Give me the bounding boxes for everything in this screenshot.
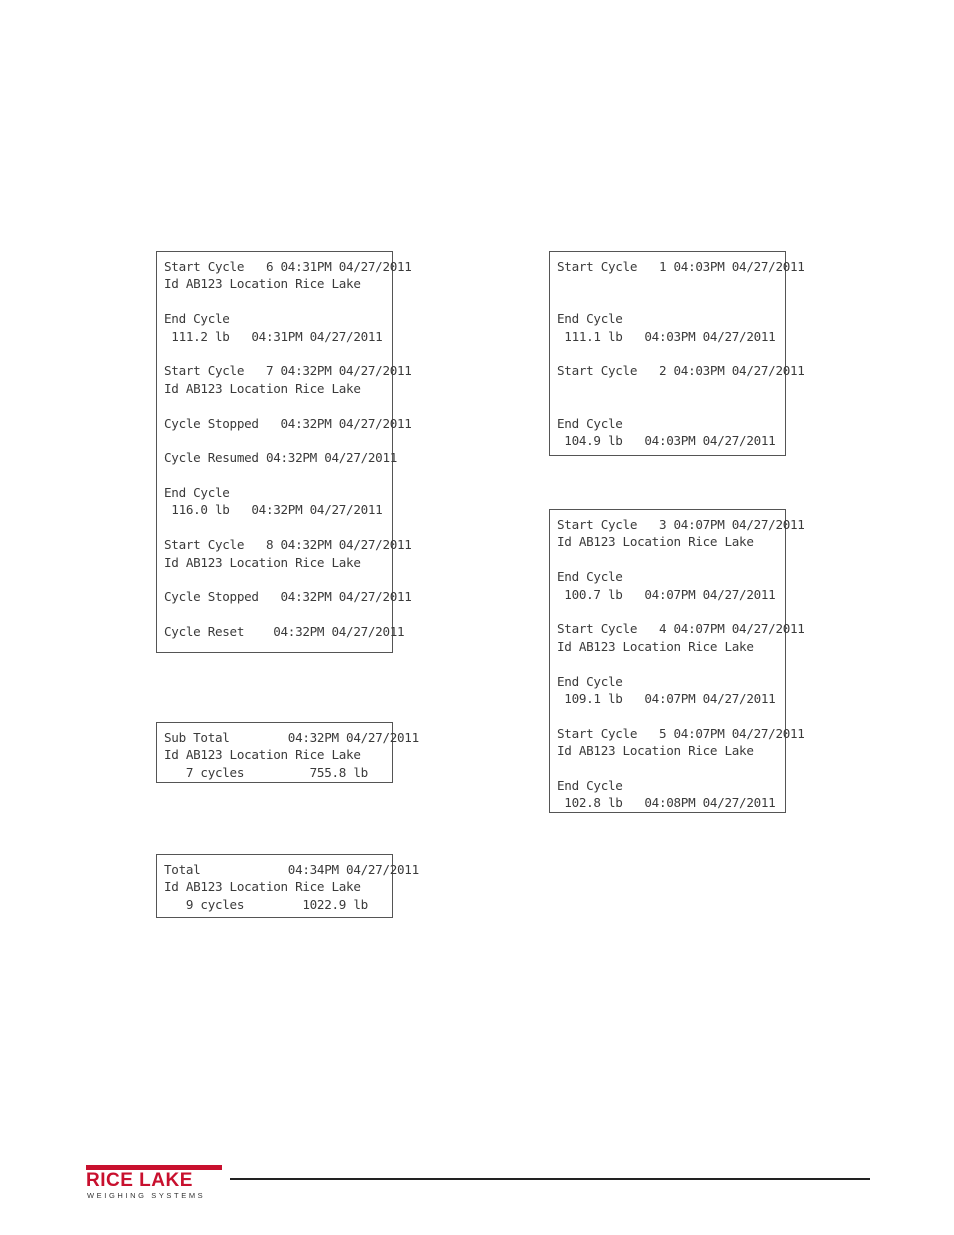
printout-line bbox=[557, 380, 785, 397]
printout-line: Start Cycle 6 04:31PM 04/27/2011 bbox=[164, 259, 412, 274]
printout-line: 7 cycles 755.8 lb bbox=[164, 764, 368, 780]
printout-line: Total 04:34PM 04/27/2011 bbox=[164, 862, 419, 877]
printout-line bbox=[557, 397, 785, 414]
printout-line: Id AB123 Location Rice Lake bbox=[164, 380, 361, 396]
printout-line bbox=[557, 551, 785, 568]
printout-line bbox=[557, 759, 785, 776]
printout-line: 102.8 lb 04:08PM 04/27/2011 bbox=[557, 795, 776, 811]
printout-line: Id AB123 Location Rice Lake bbox=[164, 879, 361, 895]
printout-line: End Cycle bbox=[557, 673, 623, 689]
printout-line: End Cycle bbox=[557, 777, 623, 793]
printout-line bbox=[557, 345, 785, 362]
printout-total bbox=[156, 854, 419, 918]
printout-line bbox=[557, 707, 785, 724]
printout-line: 111.2 lb 04:31PM 04/27/2011 bbox=[164, 328, 383, 344]
printout-line: End Cycle bbox=[557, 569, 623, 585]
printout-line: 116.0 lb 04:32PM 04/27/2011 bbox=[164, 502, 383, 518]
printout-cycles-1-2 bbox=[549, 251, 805, 456]
printout-line: End Cycle bbox=[164, 311, 230, 327]
footer-divider bbox=[230, 1178, 870, 1180]
printout-line bbox=[164, 345, 392, 362]
printout-line: 100.7 lb 04:07PM 04/27/2011 bbox=[557, 586, 776, 602]
printout-line: End Cycle bbox=[164, 485, 230, 501]
printout-line: Cycle Stopped 04:32PM 04/27/2011 bbox=[164, 589, 412, 605]
printout-line bbox=[164, 293, 392, 310]
printout-line bbox=[557, 655, 785, 672]
printout-line: 104.9 lb 04:03PM 04/27/2011 bbox=[557, 432, 776, 448]
printout-line: Start Cycle 8 04:32PM 04/27/2011 bbox=[164, 537, 412, 553]
printout-line: Start Cycle 5 04:07PM 04/27/2011 bbox=[557, 725, 805, 741]
printout-line: End Cycle bbox=[557, 311, 623, 327]
printout-line: Id AB123 Location Rice Lake bbox=[557, 638, 754, 654]
printout-line bbox=[557, 603, 785, 620]
printout-line bbox=[164, 571, 392, 588]
rice-lake-logo bbox=[86, 1165, 222, 1201]
printout-subtotal bbox=[156, 722, 419, 783]
printout-line: Start Cycle 1 04:03PM 04/27/2011 bbox=[557, 259, 805, 274]
printout-cycles-3-5 bbox=[549, 509, 805, 813]
printout-line: End Cycle bbox=[557, 415, 623, 431]
printout-cycles-6-8 bbox=[156, 251, 412, 653]
printout-line: 109.1 lb 04:07PM 04/27/2011 bbox=[557, 690, 776, 706]
printout-line: Start Cycle 3 04:07PM 04/27/2011 bbox=[557, 517, 805, 532]
printout-line: Start Cycle 4 04:07PM 04/27/2011 bbox=[557, 621, 805, 637]
printout-line: Cycle Resumed 04:32PM 04/27/2011 bbox=[164, 450, 398, 466]
printout-line: Id AB123 Location Rice Lake bbox=[164, 276, 361, 292]
printout-line: Id AB123 Location Rice Lake bbox=[164, 554, 361, 570]
printout-line: 9 cycles 1022.9 lb bbox=[164, 896, 368, 912]
printout-line: Id AB123 Location Rice Lake bbox=[557, 743, 754, 759]
printout-line: Start Cycle 7 04:32PM 04/27/2011 bbox=[164, 363, 412, 379]
logo-brand: RICE LAKE bbox=[86, 1170, 193, 1191]
printout-line bbox=[164, 606, 392, 623]
printout-line bbox=[557, 293, 785, 310]
printout-line: Start Cycle 2 04:03PM 04/27/2011 bbox=[557, 363, 805, 379]
printout-line bbox=[164, 519, 392, 536]
printout-line: 111.1 lb 04:03PM 04/27/2011 bbox=[557, 328, 776, 344]
printout-line: Cycle Stopped 04:32PM 04/27/2011 bbox=[164, 415, 412, 431]
printout-line: Id AB123 Location Rice Lake bbox=[557, 534, 754, 550]
logo-subbrand: WEIGHING SYSTEMS bbox=[87, 1191, 206, 1200]
printout-line: Sub Total 04:32PM 04/27/2011 bbox=[164, 730, 419, 745]
printout-line: Id AB123 Location Rice Lake bbox=[164, 747, 361, 763]
printout-line: Cycle Reset 04:32PM 04/27/2011 bbox=[164, 624, 405, 640]
printout-line bbox=[164, 397, 392, 414]
printout-line bbox=[164, 467, 392, 484]
printout-line bbox=[557, 275, 785, 292]
printout-line bbox=[164, 432, 392, 449]
